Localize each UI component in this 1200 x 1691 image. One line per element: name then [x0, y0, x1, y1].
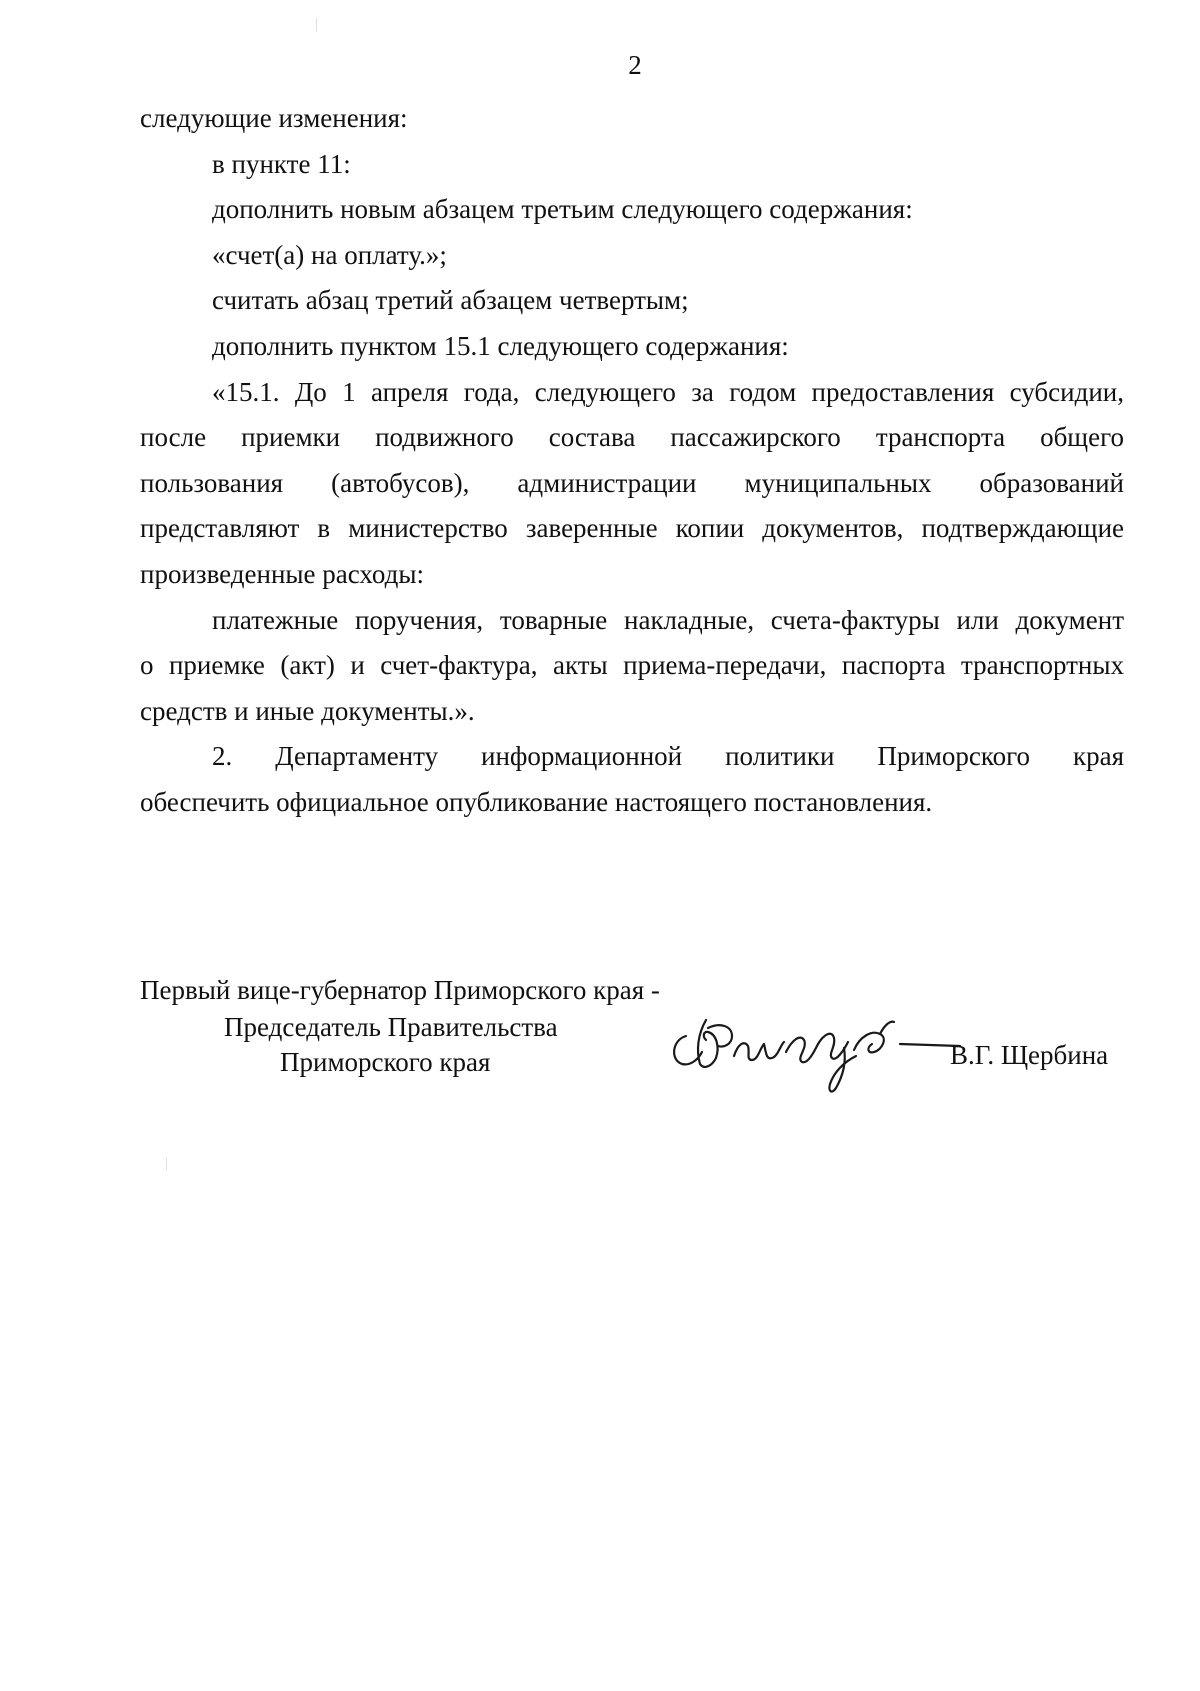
- scan-artifact-mark: [166, 1158, 167, 1170]
- signatory-title-line: Приморского края: [280, 1047, 491, 1077]
- handwritten-signature: [668, 1000, 968, 1110]
- paragraph-15-1-line: представляют в министерство заверенные копии документов, подтверждающие: [140, 513, 1124, 544]
- page-number: 2: [628, 50, 642, 80]
- paragraph-invoice: «счет(а) на оплату.»;: [212, 239, 447, 270]
- paragraph-item-11: в пункте 11:: [212, 148, 351, 179]
- scan-artifact-mark: [316, 18, 317, 32]
- paragraph-15-1-line: произведенные расходы:: [140, 558, 424, 589]
- signatory-title-line: Первый вице-губернатор Приморского края -: [140, 975, 660, 1005]
- paragraph-15-1-line: «15.1. До 1 апреля года, следующего за годом предоставления субсидии,: [212, 376, 1124, 407]
- paragraph-15-1-line: пользования (автобусов), администрации муниципальных образований: [140, 467, 1124, 498]
- paragraph-add-third: дополнить новым абзацем третьим следующего содержания:: [212, 194, 913, 225]
- paragraph-documents-line: платежные поручения, товарные накладные, счета-фактуры или документ: [212, 604, 1124, 635]
- signatory-name: В.Г. Щербина: [950, 1040, 1109, 1070]
- paragraph-documents-line: средств и иные документы.».: [140, 695, 475, 726]
- paragraph-documents-line: о приемке (акт) и счет-фактура, акты приема-передачи, паспорта транспортных: [140, 650, 1124, 681]
- paragraph-renumber: считать абзац третий абзацем четвертым;: [212, 285, 689, 316]
- paragraph-item-2-line: 2. Департаменту информационной политики Приморского края: [212, 741, 1124, 772]
- document-body: [140, 96, 1124, 826]
- signatory-title-line: Председатель Правительства: [224, 1012, 558, 1042]
- paragraph-15-1-line: после приемки подвижного состава пассажирского транспорта общего: [140, 422, 1124, 453]
- paragraph-item-2-line: обеспечить официальное опубликование настоящего постановления.: [140, 786, 933, 817]
- paragraph-add-15-1: дополнить пунктом 15.1 следующего содержания:: [212, 330, 789, 361]
- paragraph-intro: следующие изменения:: [140, 103, 408, 133]
